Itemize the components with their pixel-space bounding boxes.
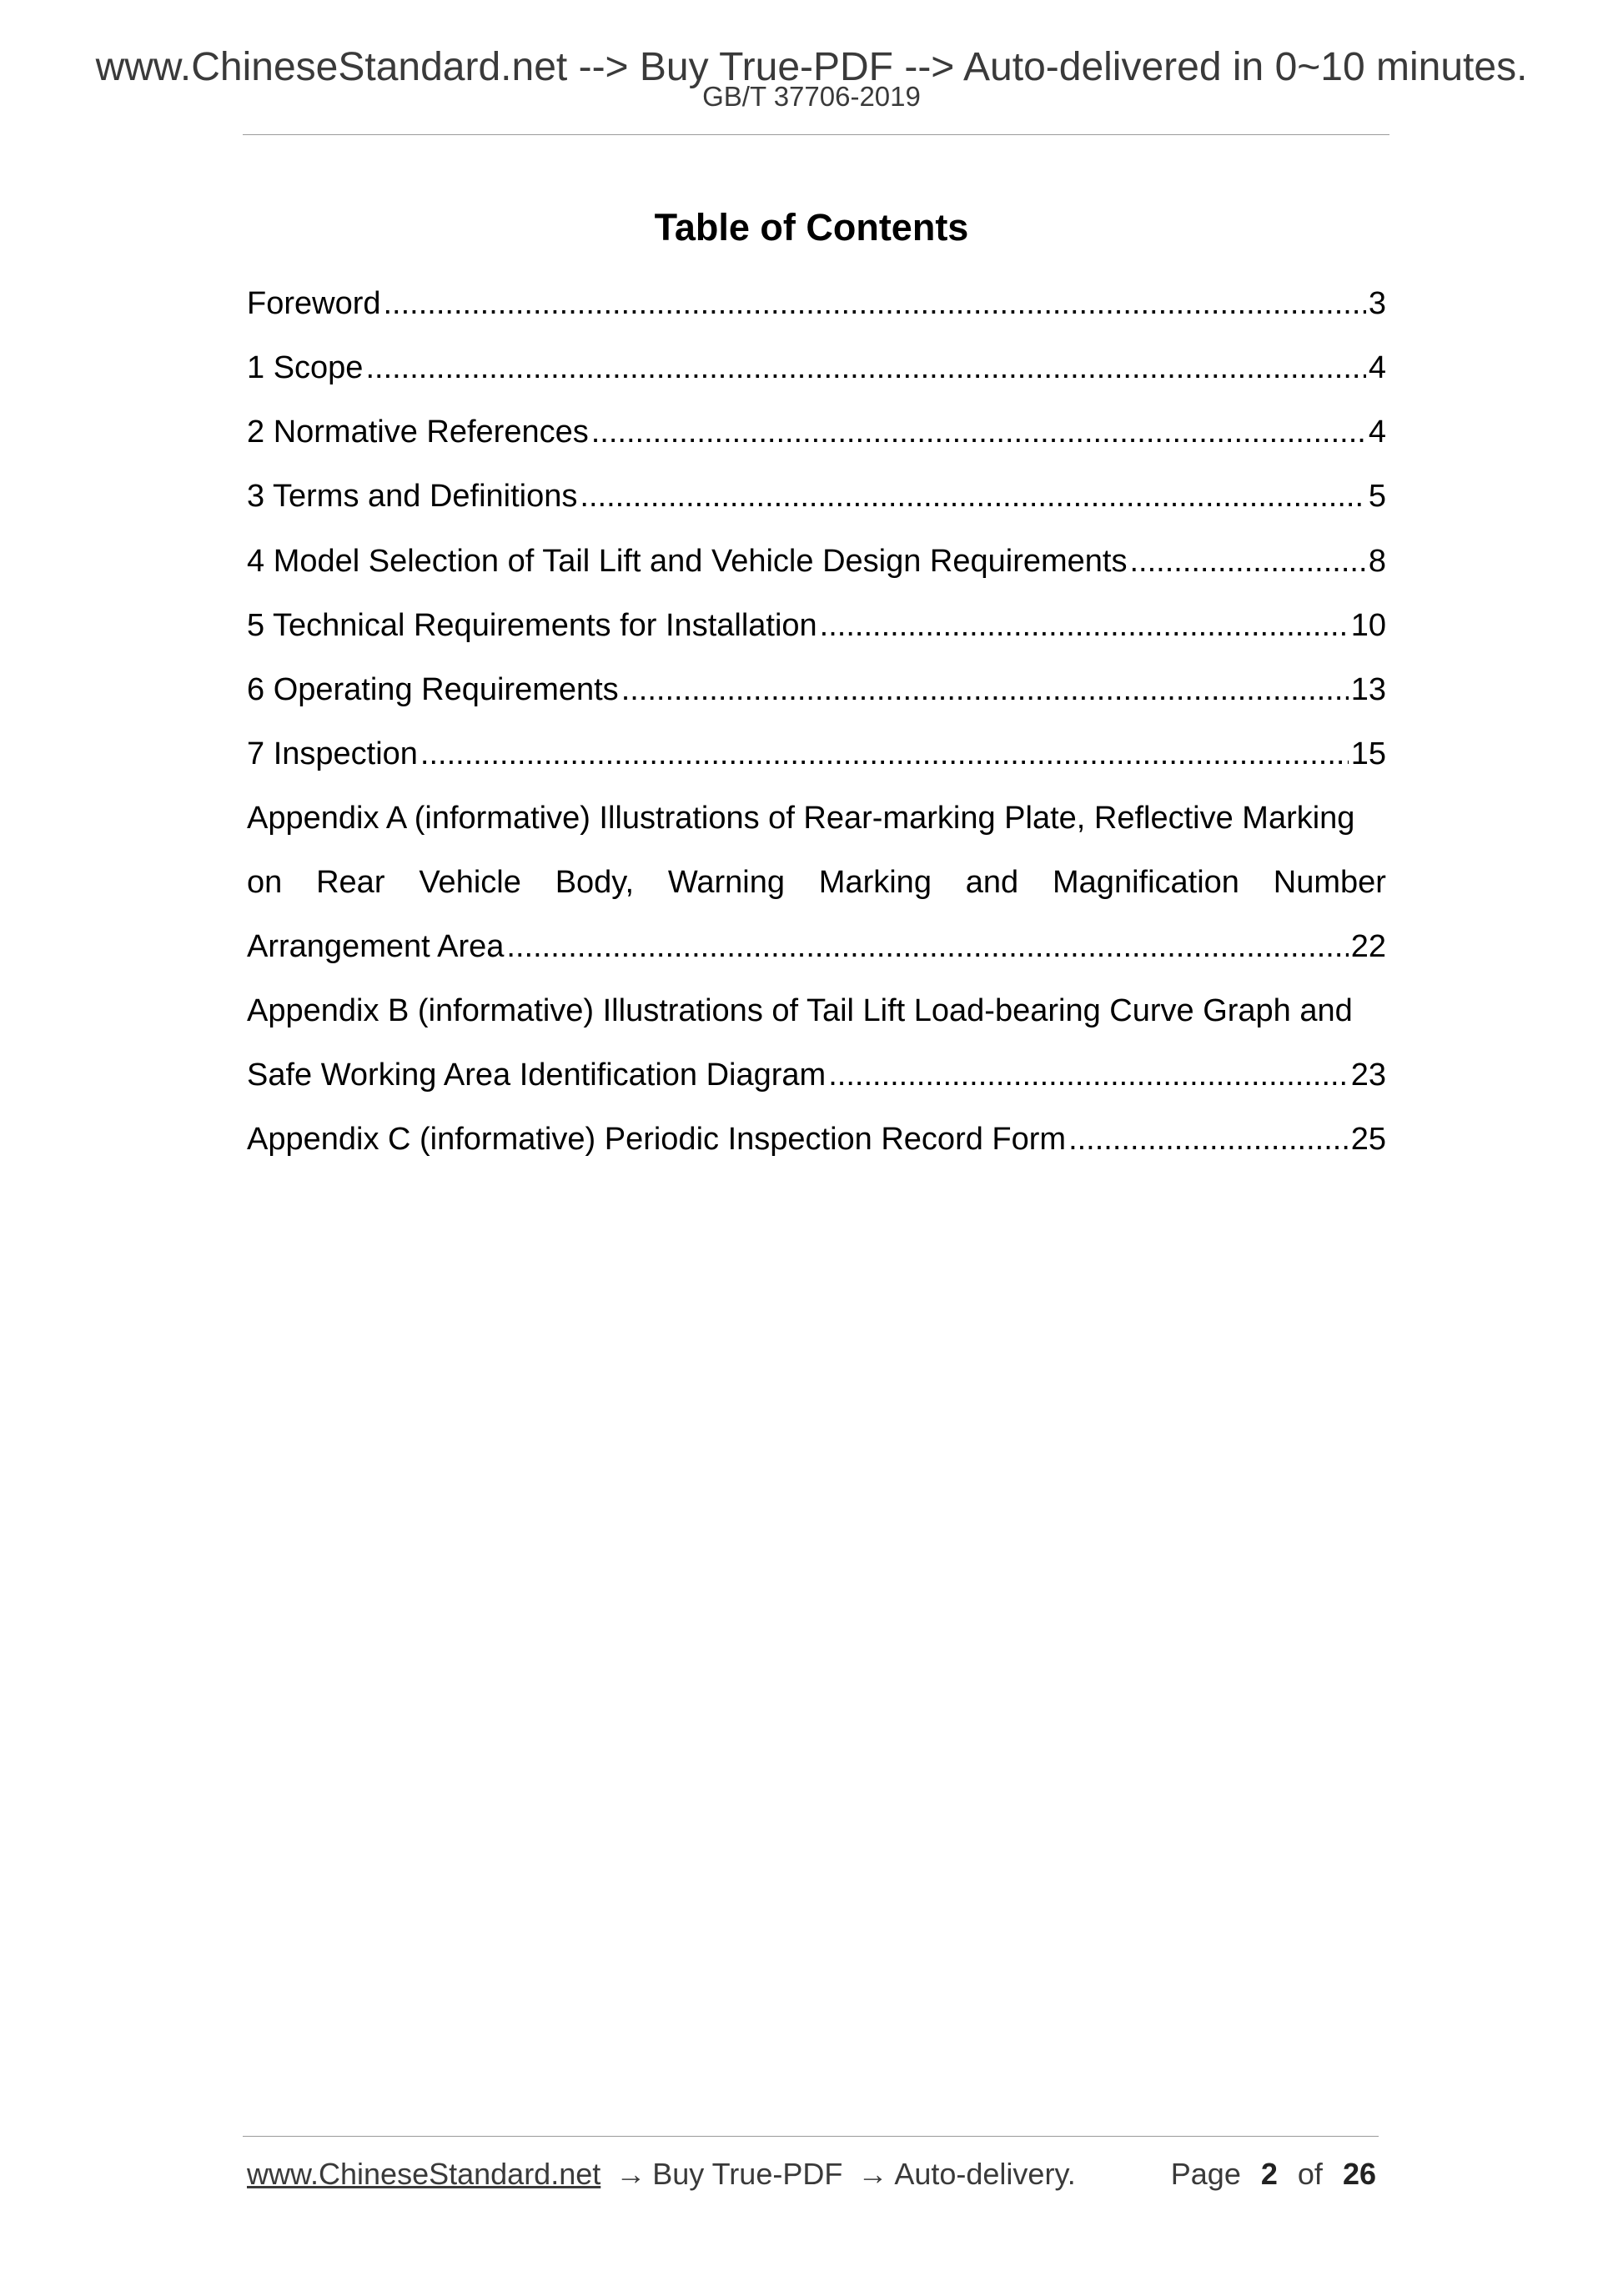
toc-entry-page: 15 — [1350, 736, 1386, 771]
toc-entry-label: 1 Scope — [247, 350, 364, 385]
toc-entry-label: 2 Normative References — [247, 414, 589, 450]
dot-leader — [580, 475, 1365, 517]
toc-word: Warning — [667, 865, 785, 900]
footer-promo — [247, 2154, 1076, 2194]
toc-entry-page: 8 — [1368, 544, 1386, 579]
dot-leader — [384, 283, 1366, 324]
toc-word: on — [247, 865, 283, 900]
toc-word: Body, — [555, 865, 635, 900]
dot-leader — [621, 669, 1349, 711]
page-label: Page — [1170, 2157, 1241, 2191]
toc-title: Table of Contents — [654, 206, 969, 249]
dot-leader — [591, 411, 1366, 453]
toc-entry-label: 4 Model Selection of Tail Lift and Vehicle Design Requirements — [247, 544, 1128, 579]
toc-entry-label: Foreword — [247, 286, 381, 321]
toc-entry-page: 4 — [1368, 350, 1386, 385]
toc-entry-scope[interactable] — [247, 347, 1386, 389]
toc-entry-label: 7 Inspection — [247, 736, 418, 771]
page-current: 2 — [1260, 2157, 1278, 2191]
of-label: of — [1297, 2157, 1323, 2191]
footer-site-link[interactable]: www.ChineseStandard.net — [247, 2157, 601, 2191]
toc-entry-page: 10 — [1350, 608, 1386, 643]
page-total: 26 — [1342, 2157, 1376, 2191]
page-indicator — [1171, 2154, 1376, 2194]
toc-entry-appendix-b-line1[interactable]: Appendix B (informative) Illustrations of Tail Lift Load-bearing Curve Graph and — [247, 993, 1353, 1028]
dot-leader — [365, 347, 1365, 389]
toc-entry-page: 5 — [1368, 479, 1386, 514]
toc-entry-model-selection[interactable] — [247, 540, 1386, 582]
dot-leader — [506, 926, 1348, 967]
dot-leader — [1068, 1118, 1349, 1160]
toc-entry-inspection[interactable] — [247, 733, 1386, 775]
dot-leader — [420, 733, 1349, 775]
toc-entry-page: 22 — [1350, 929, 1386, 964]
toc-word: Marking — [818, 865, 932, 900]
toc-word: Magnification — [1053, 865, 1239, 900]
toc-entry-foreword[interactable] — [247, 283, 1386, 324]
toc-entry-label: 6 Operating Requirements — [247, 672, 619, 707]
footer-divider — [243, 2136, 1379, 2137]
toc-entry-label: Arrangement Area — [247, 929, 505, 964]
dot-leader — [820, 605, 1349, 646]
toc-entry-page: 4 — [1368, 414, 1386, 450]
toc-entry-label: Safe Working Area Identification Diagram — [247, 1058, 827, 1093]
toc-entry-page: 3 — [1368, 286, 1386, 321]
dot-leader — [1129, 540, 1365, 582]
toc-entry-label: Appendix C (informative) Periodic Inspection Record Form — [247, 1122, 1067, 1157]
footer-buy-text: Buy True-PDF — [652, 2157, 843, 2191]
toc-entry-page: 23 — [1350, 1058, 1386, 1093]
toc-entry-label: 5 Technical Requirements for Installation — [247, 608, 817, 643]
arrow-right-icon: → — [857, 2157, 888, 2191]
toc-entry-page: 25 — [1350, 1122, 1386, 1157]
toc-entry-appendix-a-line1[interactable]: Appendix A (informative) Illustrations of Rear-marking Plate, Reflective Marking — [247, 801, 1355, 836]
toc-entry-appendix-c[interactable] — [247, 1118, 1386, 1160]
site-banner: www.ChineseStandard.net --> Buy True-PDF --> Auto-delivered in 0~10 minutes. — [95, 45, 1528, 89]
toc-word: Rear — [316, 865, 385, 900]
toc-entry-normative-references[interactable] — [247, 411, 1386, 453]
toc-entry-label: 3 Terms and Definitions — [247, 479, 578, 514]
dot-leader — [828, 1054, 1349, 1096]
toc-word: Number — [1273, 865, 1386, 900]
toc-entry-terms-definitions[interactable] — [247, 475, 1386, 517]
toc-entry-appendix-a-line3[interactable] — [247, 926, 1386, 967]
toc-entry-appendix-a-line2[interactable] — [247, 862, 1386, 903]
arrow-right-icon: → — [616, 2157, 646, 2191]
toc-entry-page: 13 — [1350, 672, 1386, 707]
toc-entry-operating[interactable] — [247, 669, 1386, 711]
document-code: GB/T 37706-2019 — [702, 81, 921, 112]
toc-entry-installation[interactable] — [247, 605, 1386, 646]
toc-word: Vehicle — [419, 865, 521, 900]
footer-delivery-text: Auto-delivery. — [894, 2157, 1076, 2191]
toc-word: and — [965, 865, 1019, 900]
toc-entry-appendix-b-line2[interactable] — [247, 1054, 1386, 1096]
header-divider — [243, 134, 1389, 135]
